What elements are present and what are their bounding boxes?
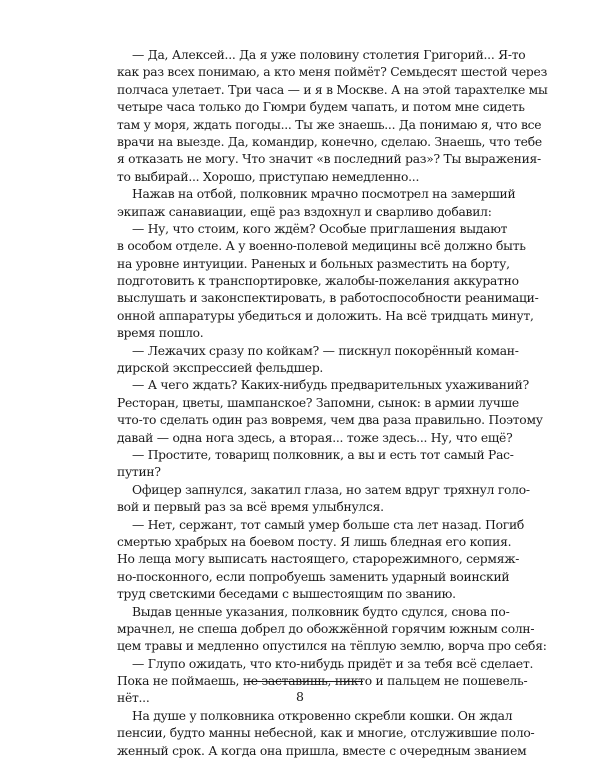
- text-line: на уровне интуиции. Раненых и больных разместить на борту,: [117, 256, 510, 271]
- body-text: [117, 47, 548, 760]
- text-line: давай — одна нога здесь, а вторая... тоже здесь... Ну, что ещё?: [117, 430, 513, 445]
- text-line: там у моря, ждать погоды... Ты же знаешь... Да понимаю я, что все: [117, 117, 542, 132]
- text-line: мрачнел, не спеша добрел до обожжённой горячим южным солн-: [117, 621, 535, 636]
- text-line: Нажав на отбой, полковник мрачно посмотрел на замерший: [132, 187, 516, 202]
- text-line: что-то сделать один раз вовремя, чем два раза правильно. Поэтому: [117, 413, 543, 428]
- text-line: вой и первый раз за всё время улыбнулся.: [117, 500, 384, 515]
- page-number: 8: [296, 689, 304, 704]
- text-line: женный срок. А когда она пришла, вместе с очередным званием: [117, 743, 527, 758]
- text-line: выслушать и законспектировать, в работоспособности реанимаци-: [117, 291, 539, 306]
- text-line: — Простите, товарищ полковник, а вы и есть тот самый Рас-: [132, 447, 514, 462]
- text-line: цем травы и медленно опустился на тёплую землю, ворча про себя:: [117, 639, 547, 654]
- text-line: Пока не поймаешь, не заставишь, никто и пальцем не пошевель-: [117, 674, 528, 689]
- text-line: но-посконного, если попробуешь заменить ударный воинский: [117, 569, 510, 584]
- text-line: труд светскими беседами с вышестоящим по званию.: [117, 587, 456, 602]
- text-line: — Нет, сержант, тот самый умер больше ста лет назад. Погиб: [132, 517, 525, 532]
- text-line: — Да, Алексей... Да я уже половину столетия Григорий... Я-то: [132, 48, 526, 62]
- text-line: — Ну, что стоим, кого ждём? Особые приглашения выдают: [132, 221, 508, 236]
- text-line: врачи на выезде. Да, командир, конечно, сделаю. Знаешь, что тебе: [117, 134, 542, 149]
- text-line: смертью храбрых на боевом посту. Я лишь бледная его копия.: [117, 534, 512, 549]
- text-line: Но леща могу выписать настоящего, старорежимного, сермяж-: [117, 552, 520, 567]
- text-line: — Лежачих сразу по койкам? — пискнул покорённый коман-: [132, 343, 519, 358]
- text-line: я отказать не могу. Что значит «в последний раз»? Ты выражения-: [117, 152, 541, 167]
- text-line: то выбирай... Хорошо, приступаю немедленно...: [117, 169, 420, 184]
- text-line: — А чего ждать? Каких-нибудь предварительных ухаживаний?: [132, 378, 529, 393]
- text-line: На душе у полковника откровенно скребли кошки. Он ждал: [132, 708, 513, 723]
- text-line: пенсии, будто манны небесной, как и многие, отслужившие поло-: [117, 726, 535, 741]
- text-line: экипаж санавиации, ещё раз вздохнул и сварливо добавил:: [117, 204, 492, 219]
- text-line: полчаса улетает. Три часа — и я в Москве. А на этой тарахтелке мы: [117, 82, 548, 97]
- text-line: время пошло.: [117, 326, 204, 341]
- text-line: Офицер запнулся, закатил глаза, но затем вдруг тряхнул голо-: [132, 482, 530, 497]
- text-line: подготовить к транспортировке, жалобы-пожелания аккуратно: [117, 274, 519, 289]
- text-line: четыре часа только до Гюмри будем чапать, и потом мне сидеть: [117, 100, 525, 115]
- text-line: Ресторан, цветы, шампанское? Запомни, сынок: в армии лучше: [117, 395, 519, 410]
- text-line: — Глупо ожидать, что кто-нибудь придёт и за тебя всё сделает.: [132, 656, 534, 671]
- text-line: дирской экспрессией фельдшер.: [117, 361, 324, 376]
- text-line: как раз всех понимаю, а кто меня поймёт? Семьдесят шестой через: [117, 65, 548, 80]
- text-line: путин?: [117, 465, 161, 480]
- text-line: онной аппаратуры убедиться и доложить. На всё тридцать минут,: [117, 308, 534, 323]
- footer-rule: [247, 681, 363, 682]
- text-line: нёт...: [117, 691, 150, 706]
- text-line: в особом отделе. А у военно-полевой медицины всё должно быть: [117, 239, 526, 254]
- text-line: Выдав ценные указания, полковник будто сдулся, снова по-: [132, 604, 510, 619]
